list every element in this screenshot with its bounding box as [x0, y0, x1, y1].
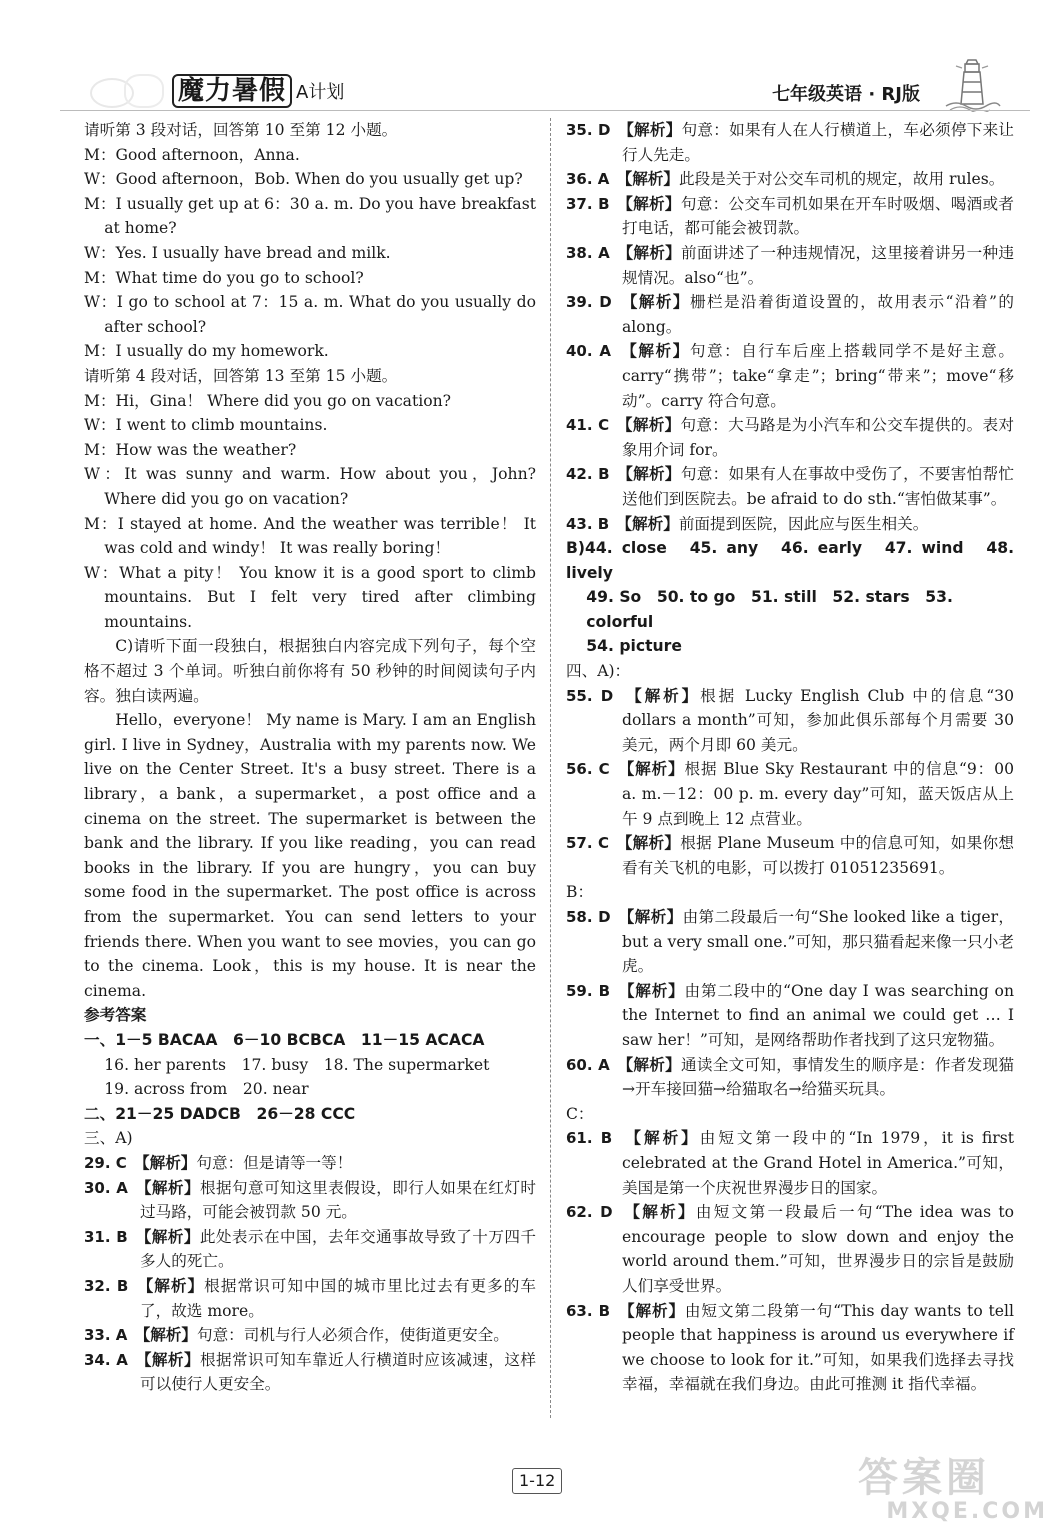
answer-item: [566, 192, 1014, 241]
dialogue-line: W：I go to school at 7：15 a. m. What do you usually do after school?: [84, 293, 536, 336]
analysis-tag: 【解析】: [626, 121, 682, 139]
answer-item: [566, 757, 1014, 831]
dialogue-line: M：I usually get up at 6：30 a. m. Do you have breakfast at home?: [84, 194, 536, 238]
answer-item: [566, 241, 1014, 290]
item-number: 57. C: [566, 834, 625, 853]
analysis-tag: 【解析】: [625, 243, 681, 262]
page-number: 1-12: [512, 1468, 562, 1494]
analysis-text: 由短文第一段中的“In 1979，it is first celebrated at the Grand Hotel in America.”可知，美国是第一个庆祝世界漫步日的国家。: [622, 1129, 1015, 1197]
analysis-tag: 【解析】: [625, 1055, 681, 1074]
answer-line: 二、21－25 DADCB 26－28 CCC: [84, 1104, 356, 1123]
grade-subject: 七年级英语 · RJ版: [772, 84, 920, 105]
item-number: 36. A: [566, 170, 625, 189]
item-number: 31. B: [84, 1227, 144, 1246]
analysis-tag: 【解析】: [142, 1326, 197, 1345]
item-number: 41. C: [566, 416, 625, 435]
analysis-tag: 【解析】: [626, 981, 685, 1000]
item-number: 61. B: [566, 1129, 634, 1148]
dialogue-line: M：How was the weather?: [84, 440, 297, 459]
left-column: [84, 118, 536, 1397]
analysis-tag: 【解析】: [629, 342, 690, 361]
analysis-tag: 【解析】: [624, 170, 679, 189]
monologue-text: Hello，everyone！ My name is Mary. I am an English girl. I live in Sydney，Australia with my parents now. We live on the Center Street. It's a busy street. There is a library，a bank，a supermarket，a post office and a cinema on the street. The supermarket is between the bank and the library. If you like reading，you can read books in the library. If you are hungry，you can buy some food in the supermarket. The post office is across from the supermarket. You can send letters to your friends there. When you want to see movies，you can go to the cinema. Look，this is my house. It is near the cinema.: [84, 711, 536, 1000]
item-number: 58. D: [566, 908, 627, 926]
section-label: C：: [566, 1104, 594, 1123]
analysis-text: 根据 Blue Sky Restaurant 中的信息“9：00 a. m.－12：00 p. m. every day”可知，蓝天饭店从上午 9 点到晚上 12 点营业。: [622, 760, 1014, 828]
left-answer-items: [84, 1151, 536, 1397]
answer-key-title: 参考答案: [84, 1006, 147, 1025]
header-divider: [60, 110, 1030, 111]
fill-prefix: B): [566, 539, 586, 558]
page-header: [60, 62, 1030, 112]
answer-item: [566, 1200, 1014, 1298]
item-number: 33. A: [84, 1326, 143, 1345]
analysis-text: 句意：如果有人在事故中受伤了，不要害怕帮忙送他们到医院去。be afraid to do sth.“害怕做某事”。: [622, 465, 1014, 508]
answer-line: 19. across from 20. near: [104, 1080, 309, 1099]
section-label: 三、A): [84, 1129, 133, 1148]
item-number: 29. C: [84, 1153, 142, 1172]
analysis-text: 句意：但是请等一等！: [196, 1153, 353, 1172]
section-label: B：: [566, 883, 594, 902]
listening-heading: 请听第 4 段对话，回答第 13 至第 15 小题。: [84, 366, 398, 385]
dialogue-line: W：What a pity！ You know it is a good sport to climb mountains. But I felt very tired after climbing mountains.: [84, 563, 536, 631]
analysis-tag: 【解析】: [141, 1153, 197, 1172]
right-answer-items: [566, 684, 1014, 881]
dialogue-line: M：What time do you go to school?: [84, 268, 364, 287]
item-number: 56. C: [566, 760, 627, 779]
brand-plan: A计划: [296, 82, 345, 103]
column-divider: [550, 118, 551, 1418]
analysis-text: 句意：司机与行人必须合作，使街道更安全。: [196, 1326, 509, 1345]
analysis-text: 由第二段最后一句“She looked like a tiger，but a very small one.”可知，那只猫看起来像一只小老虎。: [622, 908, 1015, 976]
fill-answers: [566, 536, 1014, 585]
item-number: 59. B: [566, 981, 627, 1000]
dialogue-line: M：I usually do my homework.: [84, 342, 329, 361]
analysis-text: 句意：公交车司机如果在开车时吸烟、喝酒或者打电话，都可能会被罚款。: [622, 194, 1014, 238]
item-number: 40. A: [566, 342, 630, 361]
answer-item: [84, 1151, 536, 1176]
logo: [84, 68, 344, 108]
answer-item: [84, 1225, 536, 1274]
dialogue-line: W：It was sunny and warm. How about you，John? Where did you go on vacation?: [84, 465, 536, 508]
analysis-text: 句意：如果有人在人行横道上，车必须停下来让行人先走。: [622, 121, 1015, 164]
analysis-text: 此处表示在中国，去年交通事故导致了十万四千多人的死亡。: [140, 1227, 536, 1271]
fill-line: 54. picture: [586, 637, 682, 656]
analysis-text: 前面提到医院，因此应与医生相关。: [678, 514, 929, 533]
dialogue-line: W：Yes. I usually have bread and milk.: [84, 243, 391, 262]
analysis-tag: 【解析】: [633, 686, 701, 705]
item-number: 42. B: [566, 465, 626, 484]
answer-item: [84, 1274, 536, 1323]
analysis-tag: 【解析】: [143, 1227, 200, 1246]
analysis-tag: 【解析】: [626, 908, 683, 926]
right-column: [566, 118, 1014, 1397]
answer-item: [566, 1126, 1014, 1200]
answer-line: 一、1－5 BACAA 6－10 BCBCA 11－15 ACACA: [84, 1030, 485, 1049]
analysis-text: 根据 Plane Museum 中的信息可知，如果你想看有关飞机的电影，可以拨打 01051235691。: [622, 834, 1014, 877]
right-answer-items: [566, 1126, 1014, 1397]
analysis-tag: 【解析】: [624, 416, 681, 435]
answer-item: [566, 905, 1014, 979]
item-number: 62. D: [566, 1203, 633, 1222]
section-label: 四、A)：: [566, 662, 631, 681]
monologue-instructions: C)请听下面一段独白，根据独白内容完成下列句子，每个空格不超过 3 个单词。听独白前你将有 50 秒钟的时间阅读句子内容。独白读两遍。: [84, 637, 536, 705]
analysis-text: 句意：自行车后座上搭载同学不是好主意。carry“携带”；take“拿走”；bring“带来”；move“移动”。carry 符合句意。: [622, 342, 1015, 410]
analysis-tag: 【解析】: [632, 1203, 696, 1222]
dialogue-line: W：I went to climb mountains.: [84, 416, 328, 435]
watermark-url: MXQE.COM: [886, 1499, 1048, 1524]
watermark: [858, 1456, 1048, 1532]
dialogue-line: M：Good afternoon，Anna.: [84, 145, 300, 164]
item-number: 63. B: [566, 1301, 627, 1320]
analysis-tag: 【解析】: [626, 1301, 685, 1320]
analysis-text: 此段是关于对公交车司机的规定，故用 rules。: [678, 170, 1005, 189]
answer-item: [84, 1348, 536, 1397]
answer-item: [566, 512, 1014, 537]
dialogue-line: M：Hi，Gina！ Where did you go on vacation?: [84, 391, 452, 410]
brand-title: 魔力暑假: [172, 74, 292, 108]
item-number: 43. B: [566, 514, 625, 533]
dialogue-line: M：I stayed at home. And the weather was terrible！ It was cold and windy！ It was really boring！: [84, 514, 536, 558]
analysis-text: 根据句意可知这里表假设，即行人如果在红灯时过马路，可能会被罚款 50 元。: [140, 1178, 536, 1222]
analysis-tag: 【解析】: [629, 293, 690, 312]
right-answer-items: [566, 905, 1014, 1102]
analysis-tag: 【解析】: [633, 1129, 700, 1148]
analysis-text: 根据常识可知车靠近人行横道时应该减速，这样可以使行人更安全。: [140, 1350, 536, 1394]
analysis-text: 由第二段中的“One day I was searching on the Internet to find an animal we could get … I saw her！”可知，是网络帮助作者找到了这只宠物猫。: [622, 981, 1014, 1049]
listening-heading: 请听第 3 段对话，回答第 10 至第 12 小题。: [84, 121, 398, 139]
item-number: 30. A: [84, 1178, 144, 1197]
fill-line: 49. So 50. to go 51. still 52. stars 53. colorful: [586, 588, 953, 631]
answer-item: [566, 831, 1014, 880]
answer-item: [566, 167, 1014, 192]
analysis-text: 由短文第二段第一句“This day wants to tell people that happiness is around us everywhere if we choose to look for it.”可知，如果我们选择去寻找幸福，幸福就在我们身边。由此可推测 it 指代幸福。: [622, 1301, 1015, 1394]
lighthouse-icon: [942, 56, 1002, 112]
answer-item: [566, 118, 1014, 167]
item-number: 35. D: [566, 121, 626, 139]
item-number: 32. B: [84, 1276, 146, 1295]
answer-item: [84, 1176, 536, 1225]
analysis-tag: 【解析】: [145, 1276, 205, 1295]
analysis-tag: 【解析】: [626, 760, 685, 779]
item-number: 38. A: [566, 243, 626, 262]
logo-decoration-icon: [84, 72, 172, 108]
answer-item: [566, 413, 1014, 462]
analysis-tag: 【解析】: [624, 834, 681, 853]
answer-item: [566, 979, 1014, 1053]
answer-line: 16. her parents 17. busy 18. The supermarket: [104, 1055, 490, 1074]
item-number: 34. A: [84, 1350, 144, 1369]
analysis-text: 由短文第一段最后一句“The idea was to encourage people to slow down and enjoy the world around them.”可知，世界漫步日的宗旨是鼓励人们享受世界。: [622, 1203, 1015, 1295]
right-answer-items: [566, 118, 1014, 536]
item-number: 60. A: [566, 1055, 626, 1074]
answer-item: [566, 462, 1014, 511]
analysis-tag: 【解析】: [143, 1350, 200, 1369]
analysis-tag: 【解析】: [624, 514, 679, 533]
analysis-text: 句意：大马路是为小汽车和公交车提供的。表对象用介词 for。: [622, 416, 1014, 459]
answer-item: [84, 1323, 536, 1348]
answer-item: [566, 1053, 1014, 1102]
analysis-text: 根据常识可知中国的城市里比过去有更多的车了，故选 more。: [140, 1276, 536, 1320]
analysis-tag: 【解析】: [143, 1178, 200, 1197]
analysis-text: 通读全文可知，事情发生的顺序是：作者发现猫→开车接回猫→给猫取名→给猫买玩具。: [622, 1055, 1015, 1099]
item-number: 55. D: [566, 686, 634, 705]
answer-item: [566, 684, 1014, 758]
analysis-tag: 【解析】: [625, 194, 681, 213]
answer-item: [566, 1299, 1014, 1397]
item-number: 37. B: [566, 194, 626, 213]
answer-item: [566, 339, 1014, 413]
analysis-text: 根据 Lucky English Club 中的信息“30 dollars a month”可知，参加此俱乐部每个月需要 30 美元，两个月即 60 美元。: [622, 686, 1015, 754]
watermark-logo: 答案圈: [858, 1455, 990, 1501]
answer-item: [566, 290, 1014, 339]
analysis-tag: 【解析】: [625, 465, 681, 484]
analysis-text: 栅栏是沿着街道设置的，故用表示“沿着”的 along。: [622, 293, 1014, 336]
item-number: 39. D: [566, 293, 630, 312]
dialogue-line: W：Good afternoon，Bob. When do you usually get up?: [84, 170, 523, 189]
fill-line: 44. close 45. any 46. early 47. wind 48. lively: [566, 539, 1014, 582]
analysis-text: 前面讲述了一种违规情况，这里接着讲另一种违规情况。also“也”。: [622, 243, 1015, 287]
